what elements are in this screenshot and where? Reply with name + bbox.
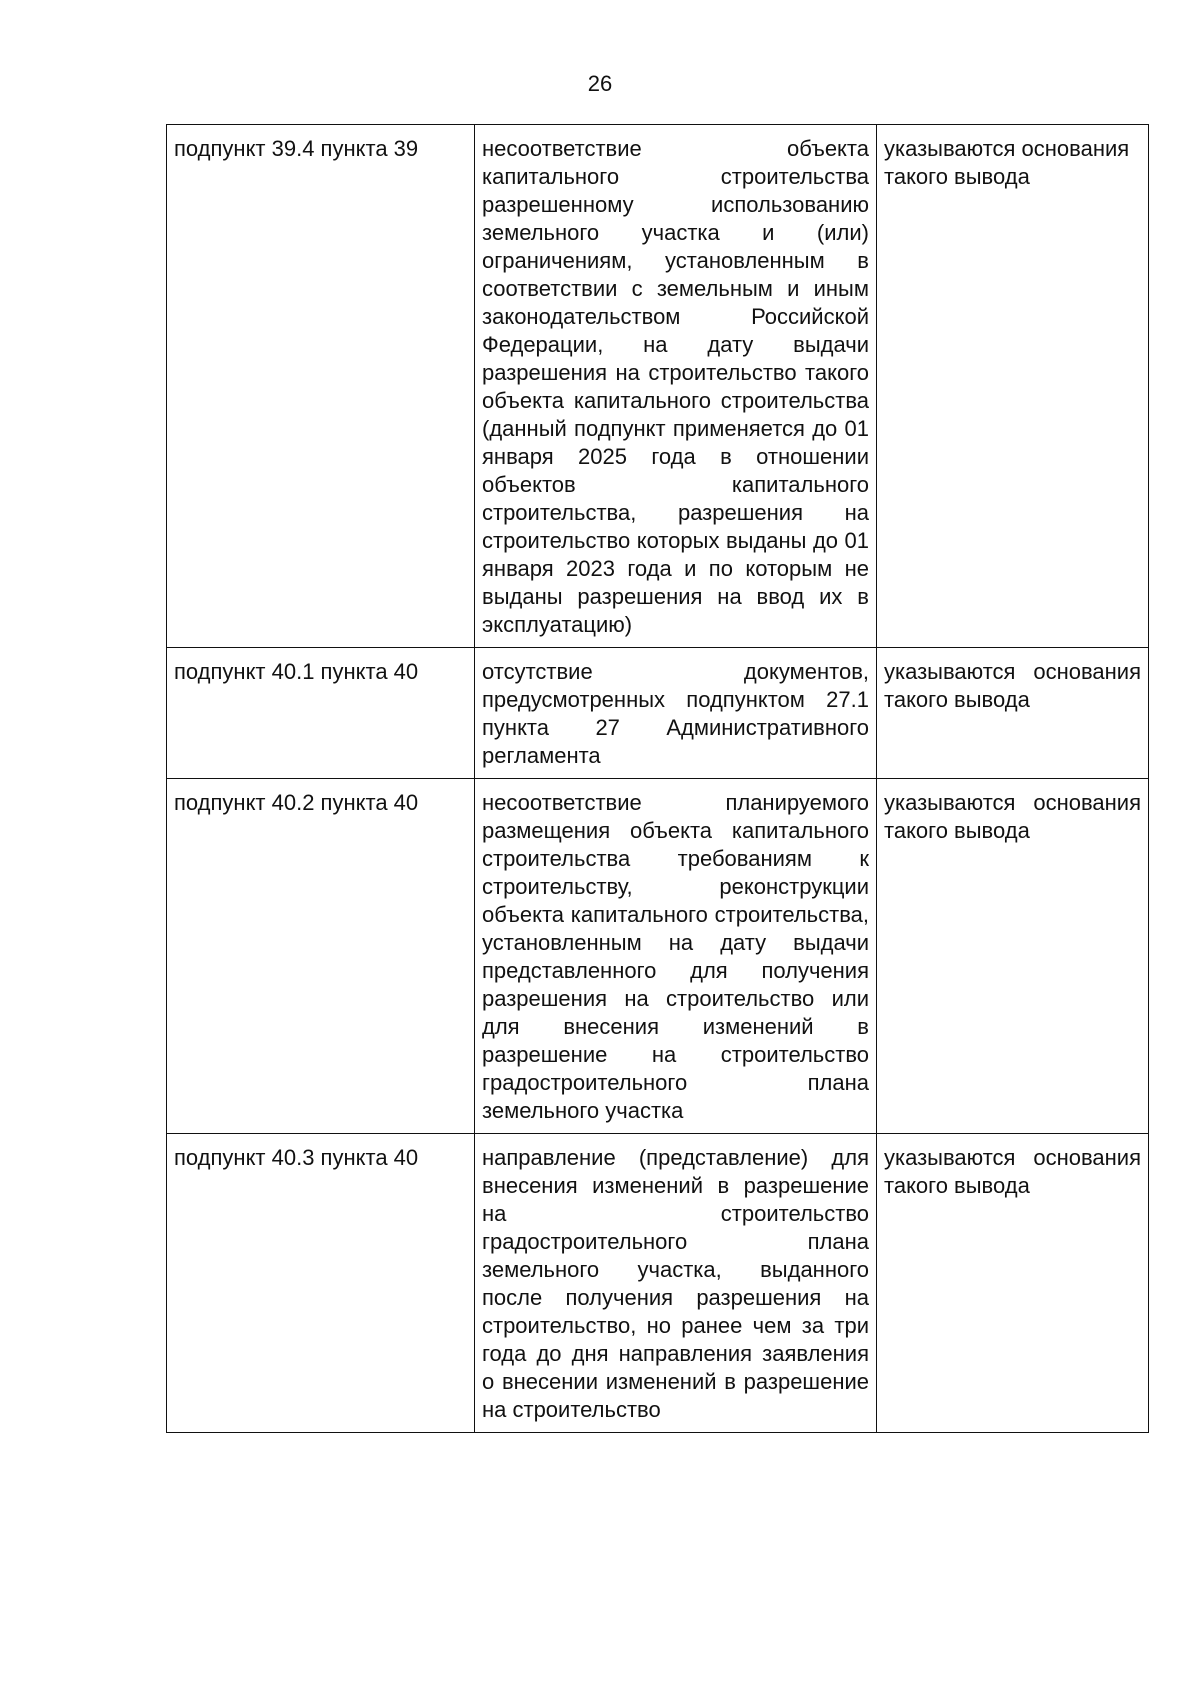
row-ref-cell: подпункт 40.3 пункта 40 [167, 1134, 475, 1433]
table-row [167, 1134, 1149, 1433]
row-note-cell: указываются основания такого вывода [877, 1134, 1149, 1433]
row-ground-cell: несоответствие планируемого размещения объекта капитального строительства требованиям к строительству, реконструкции объекта капитального строительства, установленным на дату выдачи представленного для получения разрешения на строительство или для внесения изменений в разрешение на строительство градостроительного плана земельного участка [475, 779, 877, 1134]
row-ground-cell: несоответствие объекта капитального строительства разрешенному использованию земельного участка и (или) ограничениям, установленным в соответствии с земельным и иным законодательством Российской Федерации, на дату выдачи разрешения на строительство такого объекта капитального строительства (данный подпункт применяется до 01 января 2025 года в отношении объектов капитального строительства, разрешения на строительство которых выданы до 01 января 2023 года и по которым не выданы разрешения на ввод их в эксплуатацию) [475, 125, 877, 648]
table-row [167, 125, 1149, 648]
row-note-cell: указываются основания такого вывода [877, 125, 1149, 648]
row-ref-cell: подпункт 39.4 пункта 39 [167, 125, 475, 648]
row-ref-cell: подпункт 40.2 пункта 40 [167, 779, 475, 1134]
table-row [167, 779, 1149, 1134]
row-ref-cell: подпункт 40.1 пункта 40 [167, 648, 475, 779]
row-ground-cell: направление (представление) для внесения изменений в разрешение на строительство градостроительного плана земельного участка, выданного после получения разрешения на строительство, но ранее чем за три года до дня направления заявления о внесении изменений в разрешение на строительство [475, 1134, 877, 1433]
grounds-table [166, 124, 1149, 1433]
row-note-cell: указываются основания такого вывода [877, 648, 1149, 779]
table-row [167, 648, 1149, 779]
row-note-cell: указываются основания такого вывода [877, 779, 1149, 1134]
page-number: 26 [587, 71, 613, 96]
row-ground-cell: отсутствие документов, предусмотренных подпунктом 27.1 пункта 27 Административного регламента [475, 648, 877, 779]
